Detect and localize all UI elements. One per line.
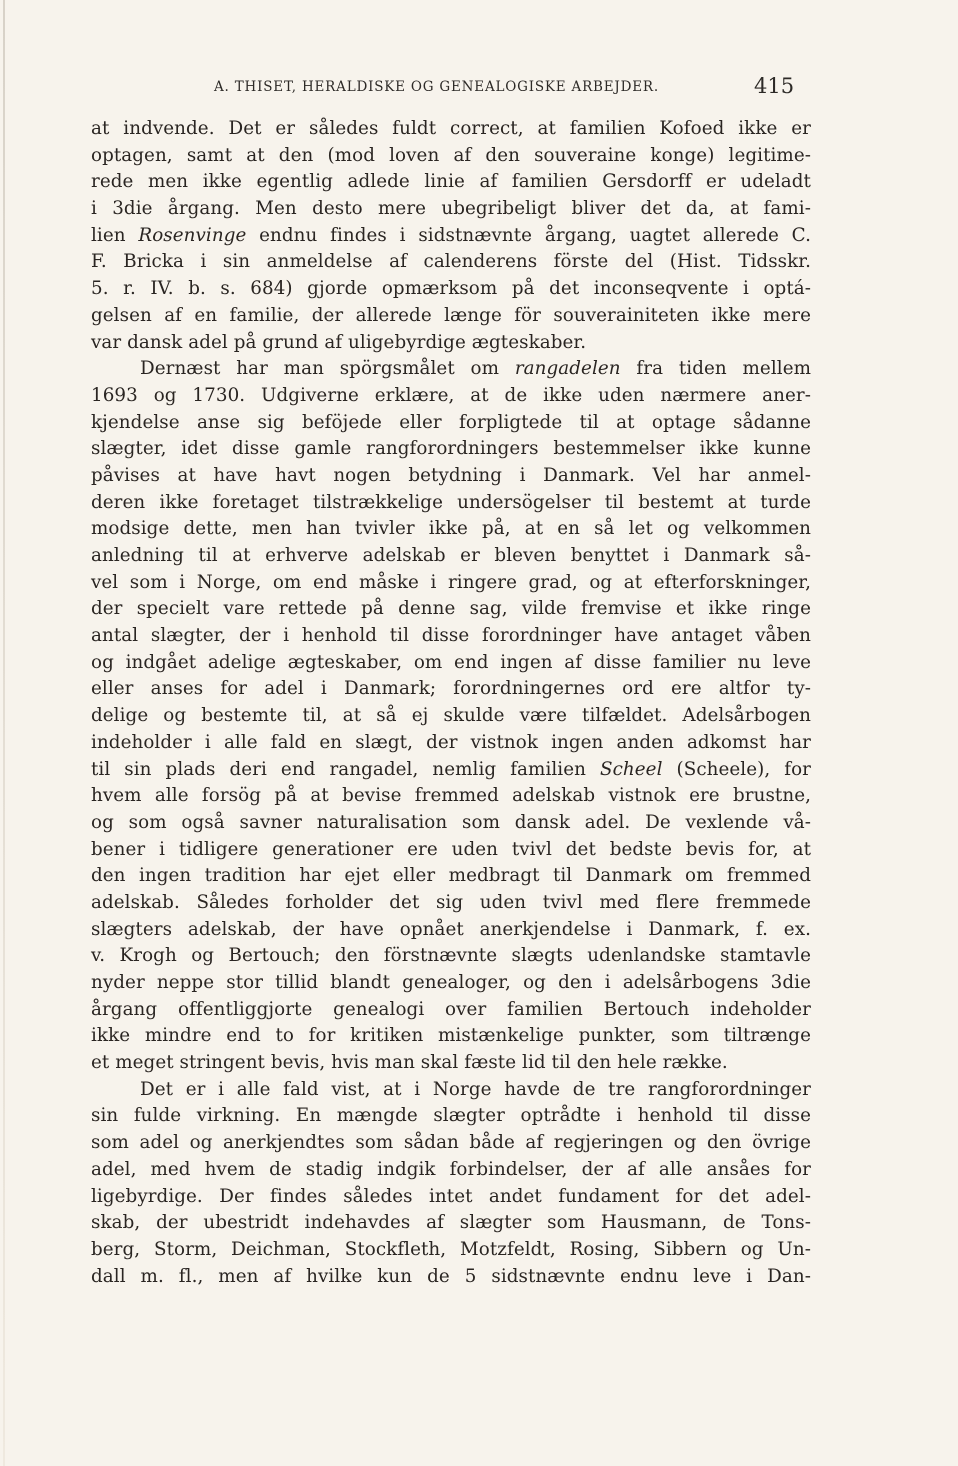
text-line: var dansk adel på grund af uligebyrdige ægteskaber. [91, 331, 587, 353]
text-line: et meget stringent bevis, hvis man skal fæste lid til den hele række. [91, 1052, 728, 1074]
text-line: optagen, samt at den (mod loven af den souveraine konge) legitime- [91, 144, 811, 166]
text-line: at indvende. Det er således fuldt correct, at familien Kofoed ikke er [91, 118, 811, 139]
text-line: ligebyrdige. Der findes således intet andet fundament for det adel- [91, 1185, 811, 1207]
running-title: A. THISET, HERALDISKE OG GENEALOGISKE ARBEJDER. [214, 79, 659, 95]
text-line: delige og bestemte til, at så ej skulde være tilfældet. Adelsårbogen [91, 705, 811, 727]
page-edge [3, 0, 5, 1466]
text-line: 5. r. IV. b. s. 684) gjorde opmærksom på det inconseqvente i optá- [91, 278, 811, 300]
text-segment: Dernæst har man spörgsmålet om [140, 358, 515, 380]
text-line: gelsen af en familie, der allerede længe för souverainiteten ikke mere [91, 304, 811, 326]
text-line: årgang offentliggjorte genealogi over familien Bertouch indeholder [91, 998, 811, 1020]
text-line: slægter, idet disse gamle rangforordningers bestemmelser ikke kunne [91, 438, 811, 460]
text-line [91, 356, 811, 383]
text-line: rede men ikke egentlig adlede linie af familien Gersdorff er udeladt [91, 171, 811, 193]
text-line [91, 757, 811, 784]
text-line: adel, med hvem de stadig indgik forbindelser, der af alle ansåes for [91, 1158, 811, 1180]
text-line: indeholder i alle fald en slægt, der vistnok ingen anden adkomst har [91, 731, 811, 753]
text-line: deren ikke foretaget tilstrækkelige undersögelser til bestemt at turde [91, 491, 811, 513]
text-segment: (Scheele), for [662, 758, 812, 780]
text-line: slægters adelskab, der have opnået anerkjendelse i Danmark, f. ex. [91, 918, 811, 940]
running-header [214, 74, 814, 104]
text-line: Det er i alle fald vist, at i Norge havde de tre rangforordninger [140, 1078, 811, 1100]
text-line: den ingen tradition har ejet eller medbragt til Danmark om fremmed [91, 865, 811, 887]
text-line: nyder neppe stor tillid blandt genealoger, og den i adelsårbogens 3die [91, 972, 811, 993]
text-segment: lien [91, 224, 139, 246]
text-line: dall m. fl., men af hvilke kun de 5 sidstnævnte endnu leve i Dan- [91, 1265, 811, 1287]
text-line: og indgået adelige ægteskaber, om end ingen af disse familier nu leve [91, 651, 811, 673]
text-line: bener i tidligere generationer ere uden tvivl det bedste bevis for, at [91, 838, 811, 860]
text-line [91, 223, 811, 250]
text-line: vel som i Norge, om end måske i ringere grad, og at efterforskninger, [91, 571, 811, 593]
text-line: adelskab. Således forholder det sig uden tvivl med flere fremmede [91, 891, 811, 913]
text-line: modsige dette, men han tvivler ikke på, at en så let og velkommen [91, 518, 811, 540]
text-line: påvises at have havt nogen betydning i Danmark. Vel har anmel- [91, 464, 811, 486]
text-line: skab, der ubestridt indehavdes af slægter som Hausmann, de Tons- [91, 1212, 811, 1234]
text-line: i 3die årgang. Men desto mere ubegribeligt bliver det da, at fami- [91, 198, 811, 220]
text-line: antal slægter, der i henhold til disse forordninger have antaget våben [91, 625, 811, 647]
text-line: der specielt vare rettede på denne sag, vilde fremvise et ikke ringe [91, 598, 811, 620]
italic-name: Scheel [600, 758, 663, 780]
italic-name: Rosenvinge [138, 224, 247, 246]
text-line: berg, Storm, Deichman, Stockfleth, Motzfeldt, Rosing, Sibbern og Un- [91, 1238, 811, 1260]
text-segment: til sin plads deri end rangadel, nemlig familien [91, 758, 600, 780]
text-segment: fra tiden mellem [620, 358, 812, 380]
text-line: eller anses for adel i Danmark; forordningernes ord ere altfor ty- [91, 678, 811, 700]
italic-name: rangadelen [514, 358, 621, 380]
text-line: v. Krogh og Bertouch; den förstnævnte slægts udenlandske stamtavle [91, 945, 811, 967]
text-line: hvem alle forsög på at bevise fremmed adelskab vistnok ere brustne, [91, 785, 811, 807]
text-line: som adel og anerkjendtes som sådan både af regjeringen og den övrige [91, 1132, 811, 1154]
page-number: 415 [754, 74, 795, 98]
text-line: ikke mindre end to for kritiken mistænkelige punkter, som tiltrænge [91, 1025, 811, 1047]
text-line: sin fulde virkning. En mængde slægter optrådte i henhold til disse [91, 1105, 811, 1127]
text-line: kjendelse anse sig beföjede eller forpligtede til at optage sådanne [91, 411, 811, 433]
text-line: og som også savner naturalisation som dansk adel. De vexlende vå- [91, 811, 811, 833]
text-line: 1693 og 1730. Udgiverne erklære, at de ikke uden nærmere aner- [91, 384, 811, 406]
text-segment: endnu findes i sidstnævnte årgang, uagtet allerede C. [246, 224, 811, 246]
text-line: anledning til at erhverve adelskab er bleven benyttet i Danmark så- [91, 545, 811, 566]
text-line: F. Bricka i sin anmeldelse af calenderens förste del (Hist. Tidsskr. [91, 251, 811, 273]
body-text [91, 116, 811, 1290]
